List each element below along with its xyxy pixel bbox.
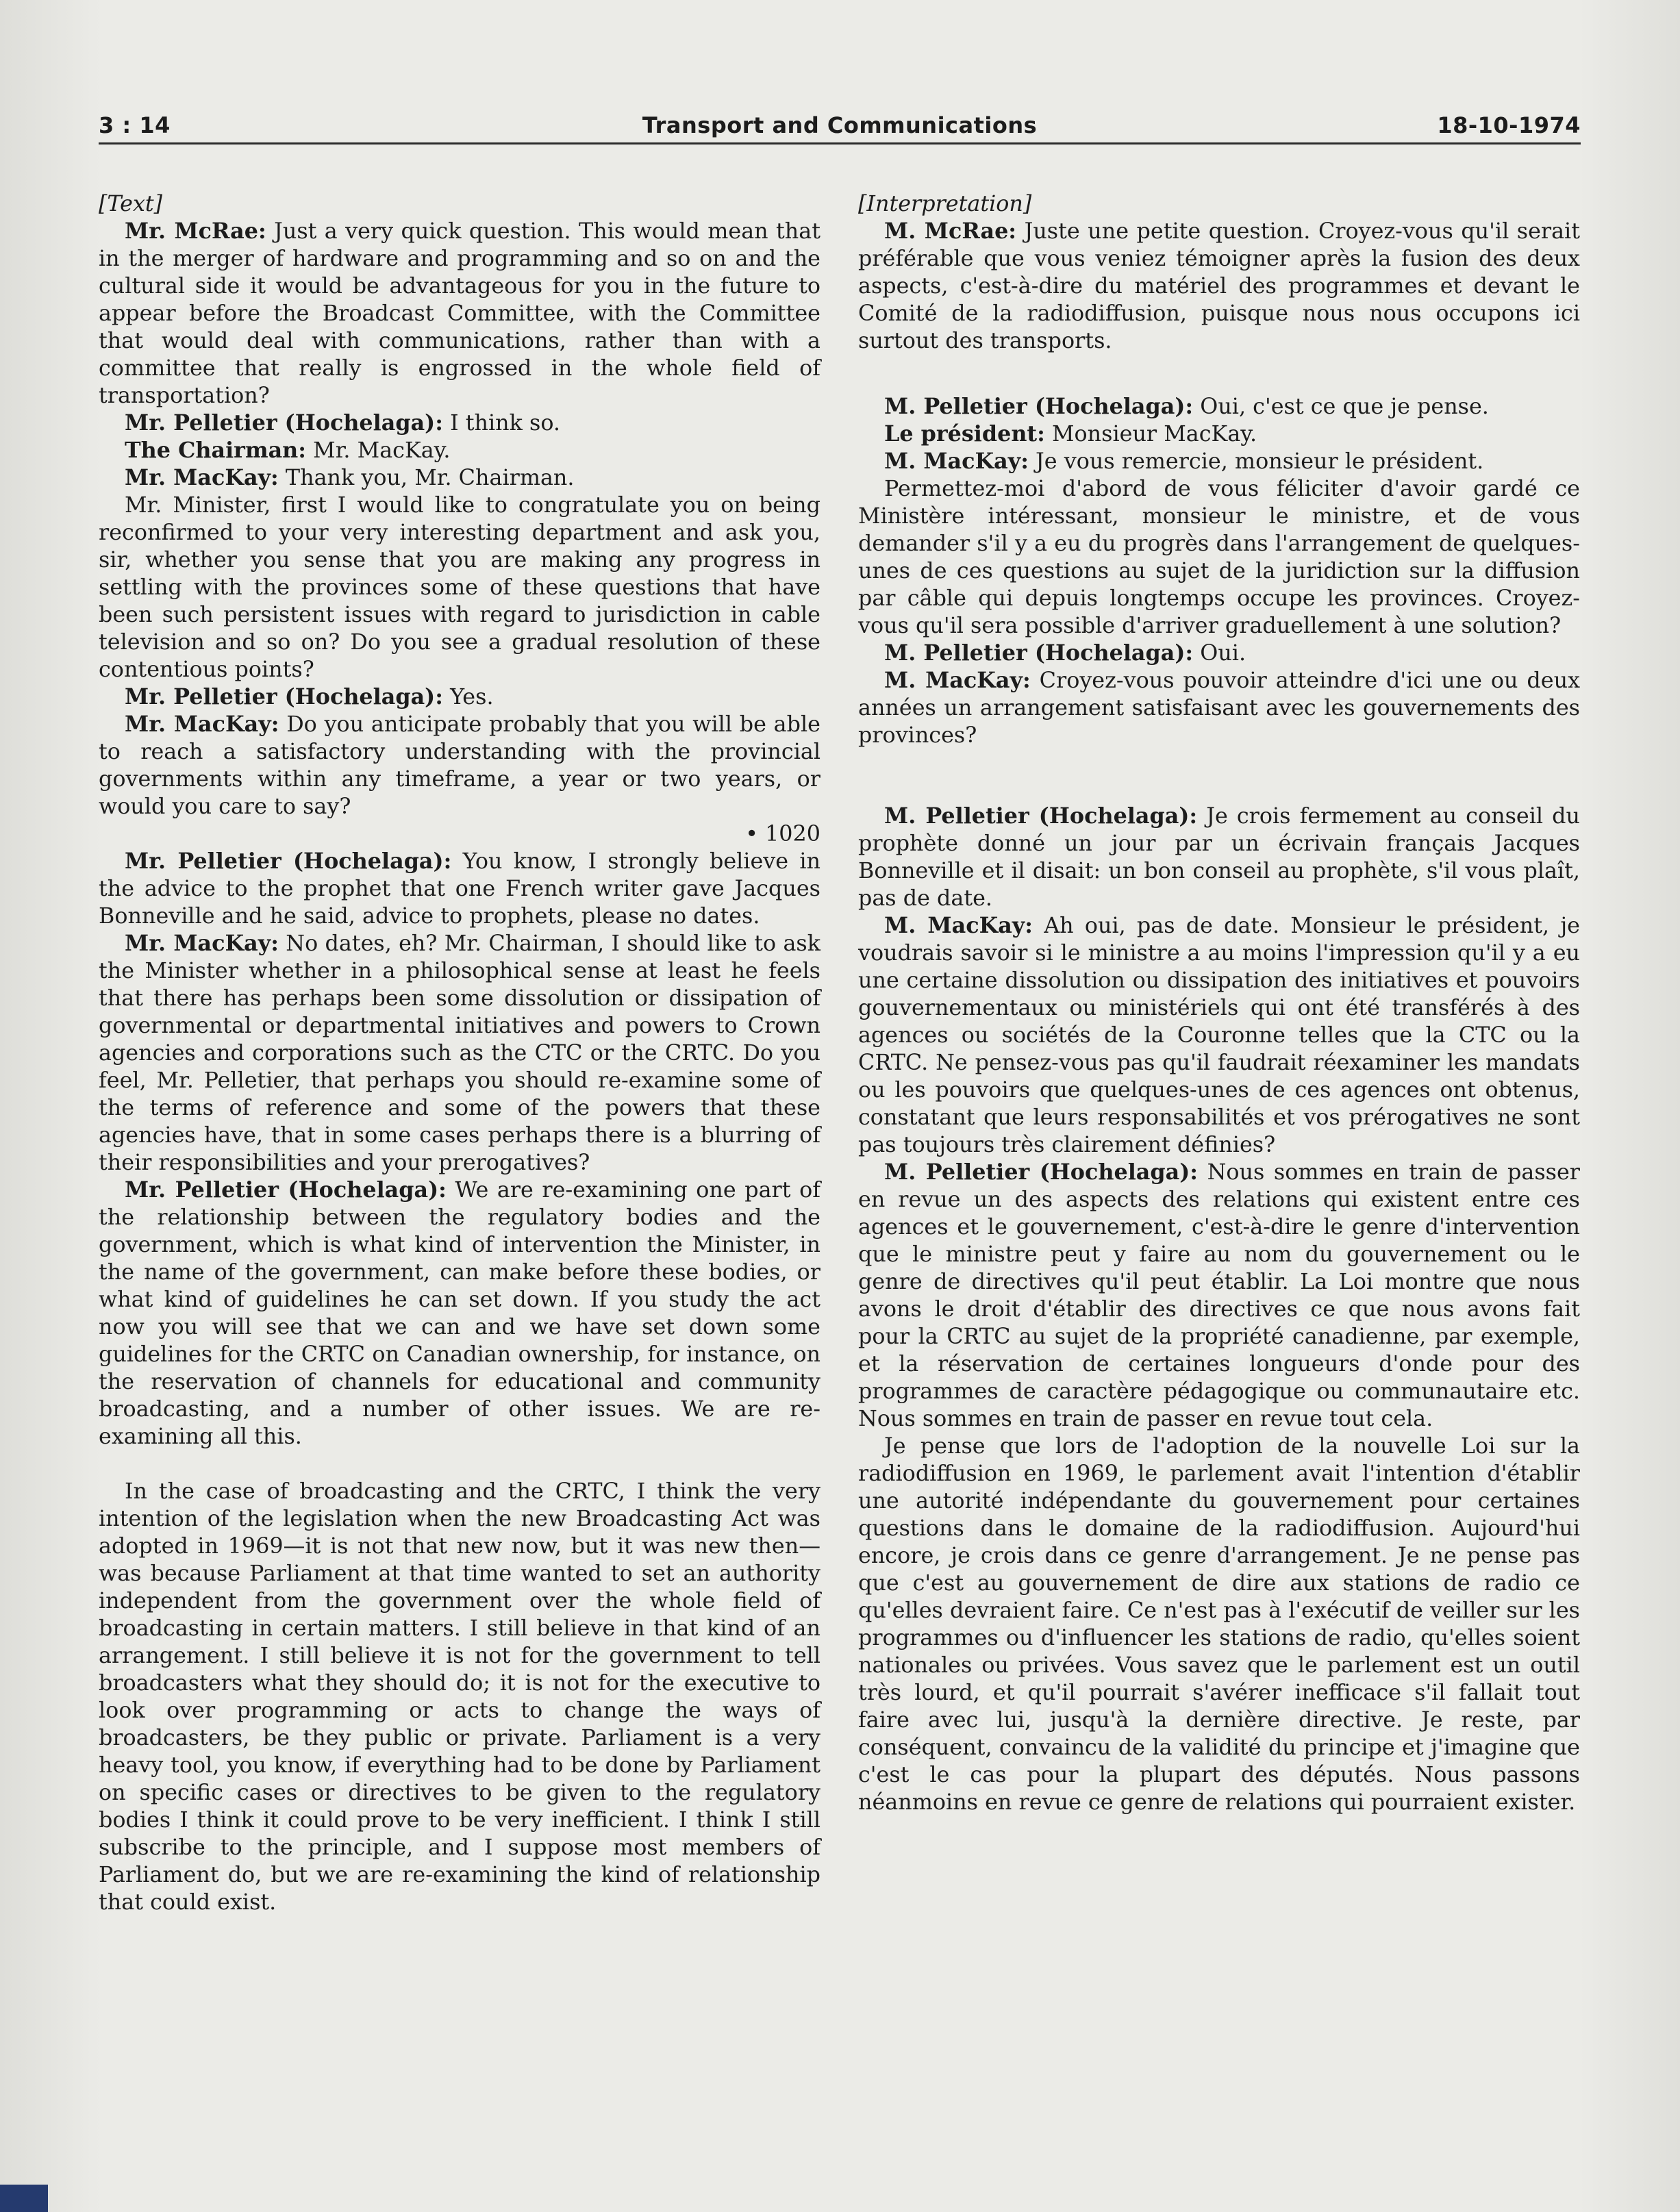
speaker: Mr. Pelletier (Hochelaga):: [125, 410, 443, 436]
paragraph: [858, 393, 1580, 420]
text-marker: [Text]: [99, 191, 163, 216]
speech: You know, I strongly believe in the advice to the prophet that one French writer gave Jacques Bonneville and he said, advice to prophets, please no dates.: [99, 849, 820, 929]
speech: Nous sommes en train de passer en revue un des aspects des relations qui existent entre ces agences et le gouvernement, c'est-à-dire le genre d'intervention que le ministre peut y faire au nom du gouvernement ou le genre de directives qu'il peut établir. La Loi montre que nous avons le droit d'établir des directives ce que nous avons fait pour la CRTC au sujet de la propriété canadienne, par exemple, et la réservation de certaines longueurs d'onde pour des programmes de caractère pédagogique ou communautaire etc. Nous sommes en train de passer en revue tout cela.: [858, 1159, 1580, 1431]
speech: Monsieur MacKay.: [1044, 421, 1257, 447]
speech: Ah oui, pas de date. Monsieur le président, je voudrais savoir si le ministre a au moins l'impression qu'il y a eu une certaine dissolution ou dissipation des initiatives et pouvoirs gouvernementaux ou ministériels qui ont été transférés à des agences ou sociétés de la Couronne telles que la CTC ou la CRTC. Ne pensez-vous pas qu'il faudrait réexaminer les mandats ou les pouvoirs que quelques-unes de ces agences ont obtenus, constatant que leurs responsabilités et vos prérogatives ne sont pas toujours très clairement définies?: [858, 913, 1581, 1157]
speech: Do you anticipate probably that you will be able to reach a satisfactory understanding with the provincial governments within any timeframe, a year or two years, or would you care to say?: [99, 712, 820, 819]
speech: Thank you, Mr. Chairman.: [278, 465, 575, 490]
paragraph: [99, 410, 820, 437]
speaker: The Chairman:: [125, 438, 307, 463]
speaker: Mr. Pelletier (Hochelaga):: [125, 684, 443, 709]
speaker: M. Pelletier (Hochelaga):: [884, 394, 1194, 419]
paragraph: [99, 437, 820, 464]
page-title: Transport and Communications: [642, 112, 1038, 138]
speech: No dates, eh? Mr. Chairman, I should like to ask the Minister whether in a philosophical sense at least he feels that there has perhaps been some dissolution or dissipation of governmental or departmental initiatives and powers to Crown agencies and corporations such as the CTC or the CRTC. Do you feel, Mr. Pelletier, that perhaps you should re-examine some of the terms of reference and some of the powers that these agencies have, that in some cases perhaps there is a blurring of their responsibilities and your prerogatives?: [99, 931, 820, 1175]
paragraph: Je pense que lors de l'adoption de la nouvelle Loi sur la radiodiffusion en 1969, le parlement avait l'intention d'établir une autorité indépendante du gouvernement pour certaines questions dans le domaine de la radiodiffusion. Aujourd'hui encore, je crois dans ce genre d'arrangement. Je ne pense pas que c'est au gouvernement de dire aux stations de radio ce qu'elles devraient faire. Ce n'est pas à l'exécutif de veiller sur les programmes ou d'influencer les stations de radio, qu'elles soient nationales ou privées. Vous savez que le parlement est un outil très lourd, et qu'il pourrait s'avérer inefficace s'il fallait tout faire avec lui, jusqu'à la dernière directive. Je reste, par conséquent, convaincu de la validité du principe et j'imagine que c'est le cas pour la plupart des députés. Nous passons néanmoins en revue ce genre de relations qui pourraient exister.: [858, 1433, 1580, 1815]
speaker: M. Pelletier (Hochelaga):: [884, 803, 1198, 829]
paragraph: [99, 1177, 820, 1450]
spacer: [858, 749, 1580, 803]
paragraph: Permettez-moi d'abord de vous féliciter d'avoir gardé ce Ministère intéressant, monsieur le ministre, et de vous demander s'il y a eu du progrès dans l'arrangement de quelques-unes de ces questions au sujet de la juridiction sur la diffusion par câble qui depuis longtemps occupe les provinces. Croyez-vous qu'il sera possible d'arriver graduellement à une solution?: [858, 476, 1580, 638]
speaker: M. MacKay:: [884, 913, 1033, 938]
speech: I think so.: [442, 410, 561, 436]
paragraph: [858, 803, 1580, 912]
speaker: M. McRae:: [884, 218, 1017, 244]
page-header: [99, 108, 1581, 144]
speaker: Mr. MacKay:: [125, 931, 279, 956]
paragraph: [99, 683, 820, 711]
speech: Je crois fermement au conseil du prophète donné un jour par un écrivain français Jacques Bonneville et il disait: un bon conseil au prophète, s'il vous plaît, pas de date.: [858, 803, 1581, 911]
speaker: M. MacKay:: [884, 449, 1029, 474]
spacer: [99, 1450, 820, 1478]
page-number: 3 : 14: [99, 112, 171, 138]
speech: Oui, c'est ce que je pense.: [1193, 394, 1489, 419]
paragraph: [858, 640, 1580, 667]
french-column: [858, 190, 1580, 1816]
paragraph: [99, 464, 820, 492]
paragraph: [858, 218, 1580, 355]
speaker: Mr. MacKay:: [125, 465, 279, 490]
speaker: M. Pelletier (Hochelaga):: [884, 1159, 1199, 1185]
paragraph: [858, 1159, 1580, 1433]
speech: Mr. MacKay.: [306, 438, 451, 463]
speaker: M. Pelletier (Hochelaga):: [884, 640, 1194, 666]
speaker: M. MacKay:: [884, 668, 1031, 693]
paragraph: [99, 218, 820, 410]
paragraph: [858, 912, 1580, 1159]
speech: Yes.: [442, 684, 494, 709]
paragraph: Mr. Minister, first I would like to congratulate you on being reconfirmed to your very interesting department and ask you, sir, whether you sense that you are making any progress in settling with the provinces some of these questions that have been such persistent issues with regard to jurisdiction in cable television and so on? Do you see a gradual resolution of these contentious points?: [99, 492, 820, 682]
paragraph: [99, 848, 820, 930]
scan-edge: [0, 2185, 48, 2212]
paragraph: [99, 711, 820, 820]
speech: Je vous remercie, monsieur le président.: [1028, 449, 1484, 474]
speech: Oui.: [1193, 640, 1246, 666]
speaker: Mr. Pelletier (Hochelaga):: [125, 1177, 447, 1203]
page-date: 18-10-1974: [1437, 112, 1581, 138]
paragraph: In the case of broadcasting and the CRTC, I think the very intention of the legislation when the new Broadcasting Act was adopted in 1969—it is not that new now, but it was new then—was because Parliament at that time wanted to set an authority independent from the government over the whole field of broadcasting in certain matters. I still believe in that kind of an arrangement. I still believe it is not for the government to tell broadcasters what they should do; it is not for the executive to look over programming or acts to change the ways of broadcasters, be they public or private. Parliament is a very heavy tool, you know, if everything had to be done by Parliament on specific cases or directives to be given to the regulatory bodies I think it could prove to be very inefficient. I think I still subscribe to the principle, and I suppose most members of Parliament do, but we are re-examining the kind of relationship that could exist.: [99, 1479, 820, 1915]
english-column: [99, 190, 820, 1916]
interpretation-marker: [Interpretation]: [858, 191, 1032, 216]
speaker: Mr. MacKay:: [125, 712, 279, 737]
time-marker: • 1020: [745, 821, 820, 846]
spacer: [858, 355, 1580, 393]
paragraph: [99, 930, 820, 1177]
paragraph: [858, 420, 1580, 448]
paragraph: [858, 448, 1580, 475]
paragraph: [858, 667, 1580, 749]
speech: We are re-examining one part of the relationship between the regulatory bodies and the government, which is what kind of intervention the Minister, in the name of the government, can make before these bodies, or what kind of guidelines he can set down. If you study the act now you will see that we can and we have set down some guidelines for the CRTC on Canadian ownership, for instance, on the reservation of channels for educational and community broadcasting, and a number of other issues. We are re-examining all this.: [99, 1177, 821, 1449]
speaker: Le président:: [884, 421, 1045, 447]
speaker: Mr. Pelletier (Hochelaga):: [125, 849, 452, 874]
speaker: Mr. McRae:: [125, 218, 266, 244]
speech: Just a very quick question. This would mean that in the merger of hardware and programming and so on and the cultural side it would be advantageous for you in the future to appear before the Broadcast Committee, with the Committee that would deal with communications, rather than with a committee that really is engrossed in the whole field of transportation?: [99, 218, 821, 408]
speech: Juste une petite question. Croyez-vous qu'il serait préférable que vous veniez témoigner après la fusion des deux aspects, c'est-à-dire du matériel des programmes et devant le Comité de la radiodiffusion, puisque nous nous occupons ici surtout des transports.: [858, 218, 1580, 353]
speech: Croyez-vous pouvoir atteindre d'ici une ou deux années un arrangement satisfaisant avec les gouvernements des provinces?: [858, 668, 1580, 748]
